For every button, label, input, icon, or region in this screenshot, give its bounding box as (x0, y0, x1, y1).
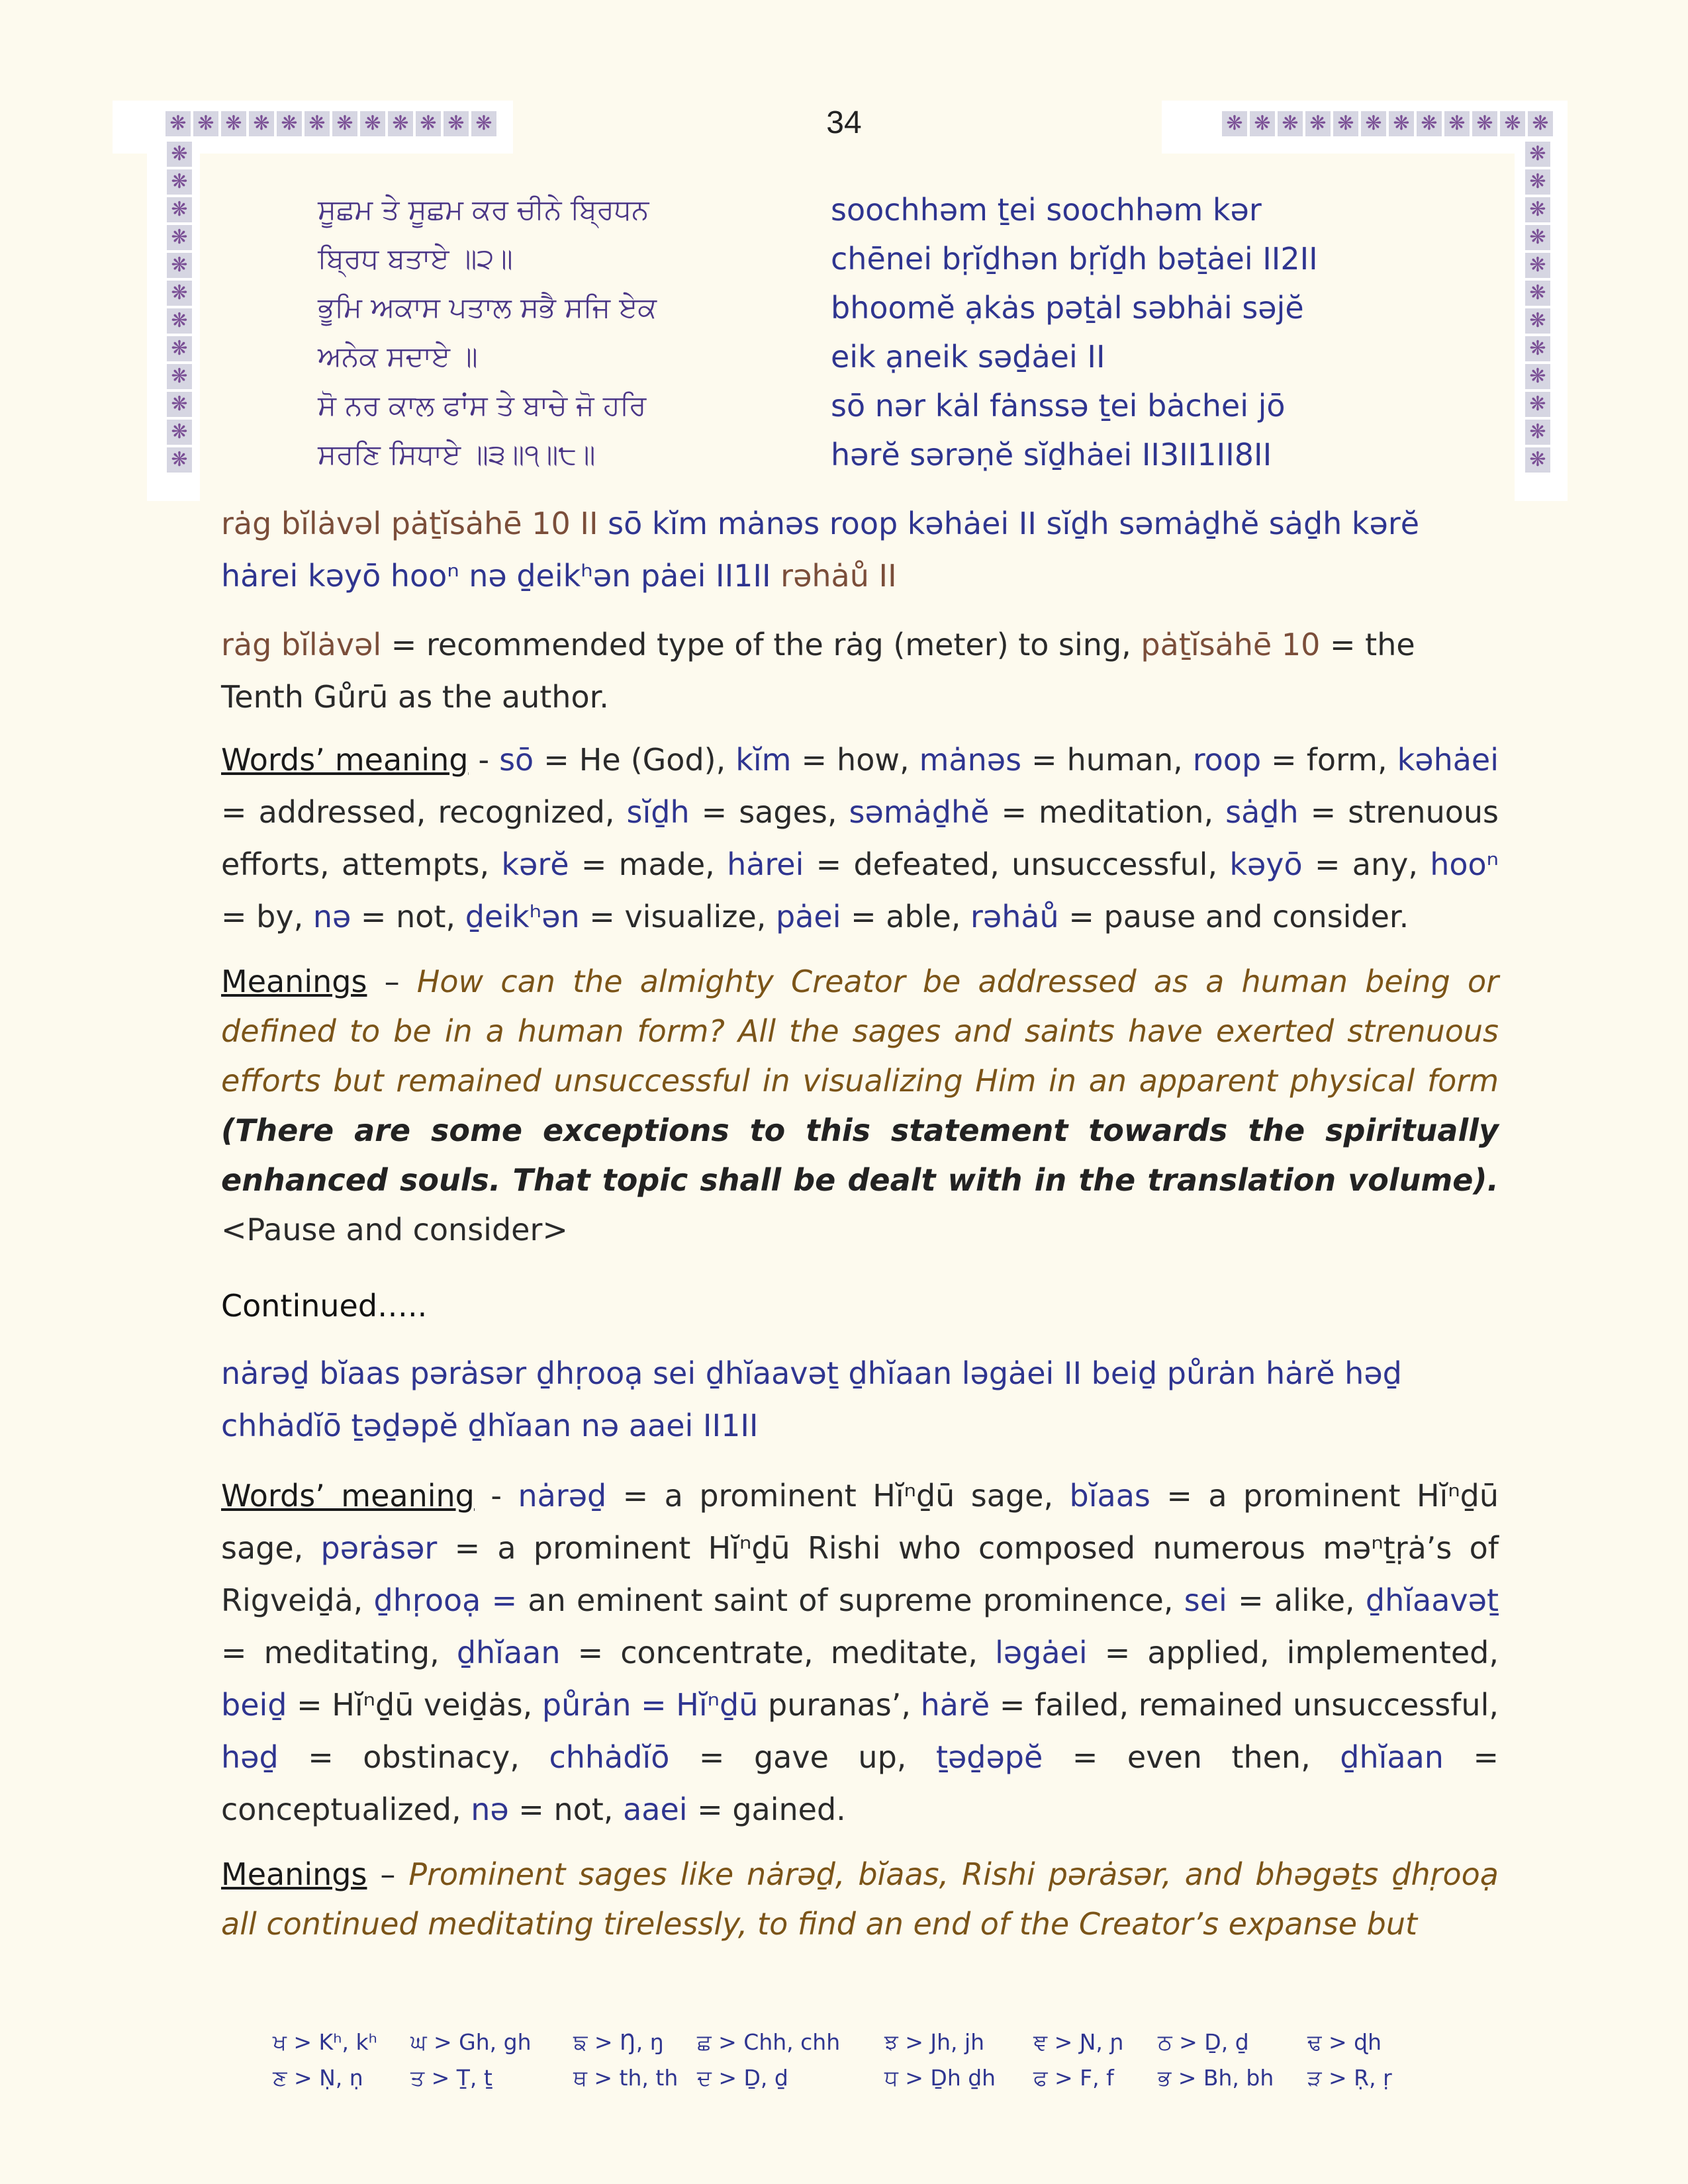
ornament-border-top-left (164, 110, 498, 138)
flower-ornament-icon: ❋ (416, 111, 441, 136)
key-entry: ੜ > Ṛ, ṛ (1307, 2065, 1392, 2091)
flower-ornament-icon: ❋ (1333, 111, 1358, 136)
key-entry: ਙ > Ŋ, ŋ (573, 2029, 664, 2055)
glossary-term: ḏeikʰən (465, 899, 580, 934)
glossary-term: bĭaas (1069, 1478, 1150, 1514)
romanized-line: hərĕ sərəṇĕ sĭḏhȧei II3II1II8II (831, 437, 1272, 473)
flower-ornament-icon: ❋ (1361, 111, 1386, 136)
gurmukhi-line: ਸਰਣਿ ਸਿਧਾਏ ॥੩॥੧॥੮॥ (318, 438, 596, 471)
glossary-definition: = gained. (687, 1792, 846, 1827)
glossary-definition: = a prominent Hĭⁿḏū sage, (606, 1478, 1070, 1514)
flower-ornament-icon: ❋ (332, 111, 357, 136)
glossary-term: ṯəḏəpĕ (935, 1739, 1043, 1775)
glossary-definition: = even then, (1043, 1739, 1340, 1775)
ornament-border-right (1524, 140, 1552, 474)
flower-ornament-icon: ❋ (167, 420, 192, 445)
key-entry: ਥ > th, th (573, 2065, 679, 2091)
flower-ornament-icon: ❋ (471, 111, 496, 136)
glossary-definition: = alike, (1227, 1582, 1366, 1618)
key-entry: ਢ > ɖh (1307, 2029, 1382, 2055)
key-entry: ਣ > Ṇ, ṇ (273, 2065, 363, 2091)
glossary-term: mȧnəs (919, 742, 1022, 778)
glossary-definition: = how, (791, 742, 919, 778)
glossary-definition: = addressed, recognized, (221, 794, 627, 830)
glossary-term: rəhȧů (970, 899, 1059, 934)
glossary-definition: = pause and consider. (1058, 899, 1409, 934)
flower-ornament-icon: ❋ (1525, 308, 1550, 334)
glossary-definition: = obstinacy, (278, 1739, 549, 1775)
flower-ornament-icon: ❋ (1525, 169, 1550, 195)
glossary-definition: = strenuous efforts, attempts, (221, 794, 1499, 882)
glossary-definition: = meditation, (989, 794, 1226, 830)
flower-ornament-icon: ❋ (305, 111, 330, 136)
flower-ornament-icon: ❋ (167, 392, 192, 417)
meaning-italic: How can the almighty Creator be addressed as a human being or defined to be in a human form? All the sages and saints have exerted strenuous efforts but remained unsuccessful in visualizing Him in an apparent physical form (221, 964, 1499, 1099)
flower-ornament-icon: ❋ (249, 111, 274, 136)
flower-ornament-icon: ❋ (1305, 111, 1331, 136)
glossary-definition: = concentrate, meditate, (560, 1635, 996, 1670)
flower-ornament-icon: ❋ (277, 111, 302, 136)
key-entry: ਞ > Ɲ, ɲ (1033, 2029, 1124, 2055)
glossary-term: səmȧḏhĕ (849, 794, 990, 830)
glossary-list (221, 1478, 1499, 1827)
meaning-italic: Prominent sages like nȧrəḏ, bĭaas, Rishi pərȧsər, and bhəgəṯs ḏhṛooạ all continued meditating tirelessly, to find an end of the Creator’s expanse but (221, 1856, 1499, 1942)
glossary-definition: = defeated, unsuccessful, (804, 846, 1230, 882)
meaning-note: (There are some exceptions to this statement towards the spiritually enhanced souls. That topic shall be dealt with in the translation volume). (221, 1113, 1499, 1198)
romanized-line: soochhəm ṯei soochhəm kər (831, 192, 1262, 228)
flower-ornament-icon: ❋ (1389, 111, 1414, 136)
gurmukhi-line: ਸੂਛਮ ਤੇ ਸੂਛਮ ਕਰ ਚੀਨੇ ਬ੍ਰਿਧਨ (318, 193, 649, 226)
author-term: pȧṯĭsȧhē 10 (1141, 627, 1321, 662)
shabad-transliteration-1 (221, 498, 1499, 602)
key-entry: ਠ > Ḏ, ḏ (1158, 2029, 1249, 2055)
flower-ornament-icon: ❋ (1444, 111, 1470, 136)
glossary-term: aaei (623, 1792, 688, 1827)
glossary-term: nə (312, 899, 352, 934)
key-entry: ਘ > Gh, gh (410, 2029, 532, 2055)
shabad-text: nȧrəḏ bĭaas pərȧsər ḏhṛooạ sei ḏhĭaavəṯ ḏhĭaan ləgȧei II beiḏ půrȧn hȧrĕ həḏ (221, 1355, 1402, 1391)
rag-note-text: = recommended type of the rȧg (meter) to sing, (381, 627, 1141, 662)
flower-ornament-icon: ❋ (1525, 281, 1550, 306)
gurmukhi-line: ਸੋ ਨਰ ਕਾਲ ਫਾਂਸ ਤੇ ਬਾਚੇ ਜੋ ਹਰਿ (318, 389, 647, 422)
words-meaning-2 (221, 1470, 1499, 1836)
flower-ornament-icon: ❋ (167, 142, 192, 167)
dash: – (367, 1856, 409, 1892)
flower-ornament-icon: ❋ (167, 225, 192, 250)
glossary-term: půrȧn = Hĭⁿḏū (541, 1687, 759, 1723)
glossary-term: ləgȧei (995, 1635, 1088, 1670)
glossary-term: ḏhĭaan (1340, 1739, 1444, 1775)
flower-ornament-icon: ❋ (1525, 253, 1550, 278)
glossary-definition: = by, (221, 899, 313, 934)
flower-ornament-icon: ❋ (1525, 225, 1550, 250)
key-entry: ਝ > Jh, jh (884, 2029, 985, 2055)
flower-ornament-icon: ❋ (1525, 197, 1550, 222)
flower-ornament-icon: ❋ (221, 111, 246, 136)
ornament-border-left (165, 140, 193, 474)
glossary-definition: = form, (1261, 742, 1397, 778)
glossary-definition: = human, (1021, 742, 1193, 778)
glossary-definition: puranas’, (758, 1687, 921, 1723)
glossary-definition: an eminent saint of supreme prominence, (517, 1582, 1184, 1618)
glossary-term: sȧḏh (1225, 794, 1299, 830)
flower-ornament-icon: ❋ (167, 197, 192, 222)
flower-ornament-icon: ❋ (1417, 111, 1442, 136)
glossary-term: chhȧdĭō (549, 1739, 670, 1775)
flower-ornament-icon: ❋ (1222, 111, 1247, 136)
section-label: Words’ meaning (221, 742, 469, 778)
flower-ornament-icon: ❋ (167, 281, 192, 306)
flower-ornament-icon: ❋ (1525, 364, 1550, 389)
section-label: Meanings (221, 964, 367, 999)
flower-ornament-icon: ❋ (165, 111, 191, 136)
glossary-term: kərĕ (501, 846, 569, 882)
rag-note-text: = the Tenth Gůrū as the author. (221, 627, 1415, 715)
romanized-line: sō nər kȧl fȧnssə ṯei bȧchei jō (831, 388, 1286, 424)
glossary-term: kĭm (735, 742, 792, 778)
romanized-line: bhoomĕ ạkȧs pəṯȧl səbhȧi səjĕ (831, 290, 1304, 326)
flower-ornament-icon: ❋ (1525, 142, 1550, 167)
glossary-definition: = a prominent Hĭⁿḏū Rishi who composed numerous məⁿṯṛȧ’s of Rigveiḏȧ, (221, 1530, 1499, 1618)
shabad-transliteration-2 (221, 1347, 1499, 1452)
glossary-term: kəyō (1229, 846, 1303, 882)
flower-ornament-icon: ❋ (193, 111, 218, 136)
glossary-term: pərȧsər (320, 1530, 438, 1566)
flower-ornament-icon: ❋ (167, 447, 192, 473)
section-label: Meanings (221, 1856, 367, 1892)
flower-ornament-icon: ❋ (167, 253, 192, 278)
ornament-border-top-right (1221, 110, 1554, 138)
glossary-term: pȧei (776, 899, 841, 934)
shabad-text: sō kĭm mȧnəs roop kəhȧei II sĭḏh səmȧḏhĕ sȧḏh kərĕ (598, 506, 1420, 541)
glossary-term: sō (499, 742, 534, 778)
dash: - (468, 742, 500, 778)
gurmukhi-line: ਬ੍ਰਿਧ ਬਤਾਏ ॥੨॥ (318, 242, 513, 275)
glossary-term: ḏhĭaan (456, 1635, 561, 1670)
glossary-term: həḏ (221, 1739, 279, 1775)
glossary-definition: = any, (1302, 846, 1430, 882)
glossary-definition: = conceptualized, (221, 1739, 1499, 1827)
glossary-definition: = failed, remained unsuccessful, (990, 1687, 1499, 1723)
glossary-term: sei (1184, 1582, 1227, 1618)
section-label: Words’ meaning (221, 1478, 475, 1514)
flower-ornament-icon: ❋ (444, 111, 469, 136)
glossary-term: hȧrei (727, 846, 804, 882)
continued-label: Continued….. (221, 1288, 428, 1324)
flower-ornament-icon: ❋ (1525, 392, 1550, 417)
glossary-term: ḏhṛooạ = (373, 1582, 518, 1618)
key-entry: ਖ > Kʰ, kʰ (273, 2029, 377, 2055)
key-entry: ਛ > Chh, chh (697, 2029, 841, 2055)
romanized-verse (831, 185, 1360, 479)
rag-heading: rȧg bĭlȧvəl pȧṯĭsȧhē 10 II (221, 506, 598, 541)
glossary-definition: = Hĭⁿḏū veiḏȧs, (287, 1687, 542, 1723)
glossary-definition: = not, (351, 899, 465, 934)
page-number: 34 (826, 105, 862, 140)
flower-ornament-icon: ❋ (167, 308, 192, 334)
rahau-marker: rəhȧů II (771, 558, 897, 594)
words-meaning-1 (221, 734, 1499, 943)
glossary-term: nə (471, 1792, 509, 1827)
flower-ornament-icon: ❋ (1250, 111, 1275, 136)
glossary-definition: = applied, implemented, (1087, 1635, 1499, 1670)
flower-ornament-icon: ❋ (167, 364, 192, 389)
key-entry: ਭ > Bh, bh (1158, 2065, 1274, 2091)
romanized-line: chēnei bṛĭḏhən bṛĭḏh bəṯȧei II2II (831, 241, 1318, 277)
glossary-term: hȧrĕ (920, 1687, 990, 1723)
flower-ornament-icon: ❋ (1525, 447, 1550, 473)
flower-ornament-icon: ❋ (1525, 420, 1550, 445)
glossary-definition: = gave up, (669, 1739, 936, 1775)
flower-ornament-icon: ❋ (167, 169, 192, 195)
glossary-term: nȧrəḏ (518, 1478, 607, 1514)
glossary-definition: = a prominent Hĭⁿḏū sage, (221, 1478, 1499, 1566)
dash: – (367, 964, 417, 999)
glossary-term: roop (1192, 742, 1262, 778)
flower-ornament-icon: ❋ (388, 111, 413, 136)
flower-ornament-icon: ❋ (1525, 336, 1550, 361)
glossary-definition: = sages, (689, 794, 849, 830)
key-entry: ਧ > Ḏh ḏh (884, 2065, 996, 2091)
flower-ornament-icon: ❋ (1500, 111, 1525, 136)
glossary-definition: = not, (508, 1792, 624, 1827)
glossary-term: hooⁿ (1430, 846, 1499, 882)
flower-ornament-icon: ❋ (167, 336, 192, 361)
key-entry: ਫ > F, f (1033, 2065, 1114, 2091)
rag-term: rȧg bĭlȧvəl (221, 627, 382, 662)
glossary-definition: = able, (841, 899, 970, 934)
glossary-term: sĭḏh (626, 794, 690, 830)
glossary-term: beiḏ (221, 1687, 287, 1723)
flower-ornament-icon: ❋ (1278, 111, 1303, 136)
glossary-definition: = He (God), (534, 742, 736, 778)
glossary-term: kəhȧei (1397, 742, 1499, 778)
meanings-1 (221, 957, 1499, 1255)
flower-ornament-icon: ❋ (1472, 111, 1497, 136)
shabad-text: hȧrei kəyō hooⁿ nə ḏeikʰən pȧei II1II (221, 558, 771, 594)
glossary-definition: = made, (569, 846, 727, 882)
dash: - (474, 1478, 518, 1514)
gurmukhi-verse (318, 185, 728, 479)
glossary-definition: = meditating, (221, 1635, 457, 1670)
key-entry: ਤ > Ṯ, ṯ (410, 2065, 492, 2091)
flower-ornament-icon: ❋ (360, 111, 385, 136)
glossary-term: ḏhĭaavəṯ (1365, 1582, 1499, 1618)
gurmukhi-line: ਅਨੇਕ ਸਦਾਏ ॥ (318, 340, 478, 373)
gurmukhi-line: ਭੂਮਿ ਅਕਾਸ ਪਤਾਲ ਸਭੈ ਸਜਿ ਏਕ (318, 291, 657, 324)
pause-note: <Pause and consider> (221, 1212, 568, 1248)
flower-ornament-icon: ❋ (1528, 111, 1553, 136)
glossary-definition: = visualize, (579, 899, 776, 934)
key-entry: ਦ > Ḏ, ḏ (697, 2065, 788, 2091)
shabad-text: chhȧdĭō ṯəḏəpĕ ḏhĭaan nə aaei II1II (221, 1408, 759, 1443)
meanings-2 (221, 1850, 1499, 1949)
rag-note (221, 619, 1499, 723)
romanized-line: eik ạneik səḏȧei II (831, 339, 1105, 375)
